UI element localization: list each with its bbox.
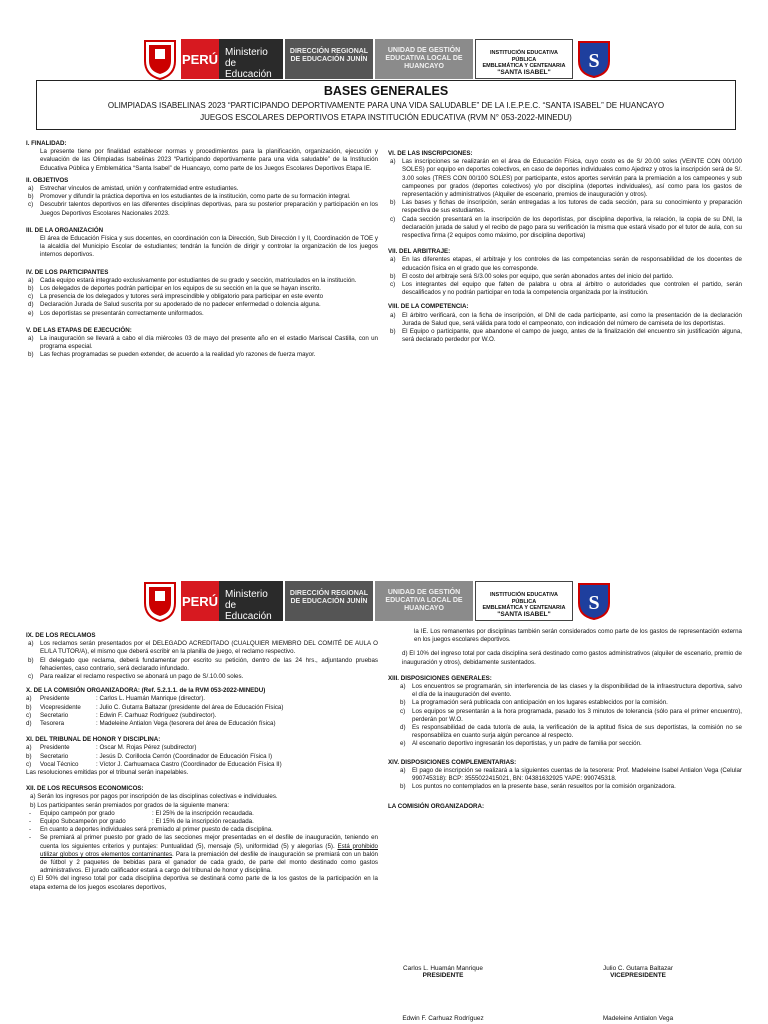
list-item: a) Los encuentros se programarán, sin interferencia de las clases y la disponibilidad de la infraestructura deportiva, salvo el día de la inauguración del evento. — [400, 683, 742, 699]
national-shield-icon — [141, 37, 179, 81]
page1-left-column — [26, 136, 378, 360]
recursos-a: a) Serán los ingresos por pagos por inscripción de las disciplinas colectivas e individuales. — [30, 793, 278, 801]
list-item: b) El costo del arbitraje será S/3.00 soles por equipo, que serán abonados antes del inicio del partido. — [390, 272, 674, 280]
premio-row: - Equipo Subcampeón por grado : El 15% de la inscripción recaudada. — [26, 818, 378, 826]
title-box — [36, 80, 736, 130]
list-item: a) El árbitro verificará, con la ficha de inscripción, el DNI de cada participante, así como la presentación de la declaración Jurada de Salud que, será válida para todo el campeonato, con indicación del número de camiseta de los deportistas. — [390, 311, 742, 327]
title-line1: OLIMPIADAS ISABELINAS 2023 “PARTICIPANDO DEPORTIVAMENTE PARA UNA VIDA SALUDABLE” DE LA I.E.P.E.C. “SANTA ISABEL” DE HUANCAYO — [107, 101, 665, 110]
section-objetivos-heading: II. OBJETIVOS — [26, 176, 69, 184]
section-disposiciones-generales-heading: XIII. DISPOSICIONES GENERALES: — [388, 674, 492, 682]
list-item: a) Las inscripciones se realizarán en el área de Educación Física, cuyo costo es de S/ 20.00 soles (VEINTE CON 00/100 SOLES) por equipo en deportes colectivos, en caso de deportes individuales como Ajedrez y otros la inscripción será de S/. 3.00 soles (TRES CON 00/100 SOLES) por participante, estos aportes servirán para la premiación a los campeones y sub campeones por grados (deportes colectivos) y/o por disciplina (deportes individuales), así como para los gastos de representación y administrativos (Alquiler de escenario, premios de inauguración y otros). — [390, 158, 742, 199]
section-finalidad-text: La presente tiene por finalidad establecer normas y procedimientos para la planificación, organización, ejecución y evaluación de las Olimpiadas Isabelinas 2023 “Participando deportivamente para una vida saludable” de la Institución Educativa Pública y Emblemática “Santa Isabel” de Huancayo, como parte de los Juegos Escolares Deportivos Etapa IE. — [40, 148, 378, 172]
comision-row: d) Tesorera : Madeleine Antialon Vega (tesorera del área de Educación física) — [26, 720, 276, 728]
peru-label: PERÚ — [181, 39, 219, 79]
section-recursos-heading: XII. DE LOS RECURSOS ECONOMICOS: — [26, 785, 144, 793]
list-item: b) El Equipo o participante, que abandone el campo de juego, antes de la finalización del encuentro sin justificación alguna, será declarado perdedor por W.O. — [390, 328, 742, 344]
section-tribunal-heading: XI. DEL TRIBUNAL DE HONOR Y DISCIPLINA: — [26, 736, 161, 744]
section-finalidad-heading: I. FINALIDAD: — [26, 140, 67, 147]
list-item: a) La inauguración se llevará a cabo el día miércoles 03 de mayo del presente año en el estadio Mariscal Castilla, con un programa especial. — [28, 335, 378, 351]
section-organizacion-heading: III. DE LA ORGANIZACIÓN — [26, 226, 104, 234]
list-item: b) Promover y difundir la práctica deportiva en los estudiantes de la institución, como parte de su formación integral. — [28, 193, 351, 201]
signature-secretary — [388, 1015, 498, 1022]
list-item: d) Es responsabilidad de cada tutor/a de aula, la verificación de la aptitud física de sus deportistas, la comisión no se responsabiliza en cuanto surja algún percance al respecto. — [400, 724, 742, 740]
school-label — [475, 581, 573, 621]
school-line2: EMBLEMÁTICA Y CENTENARIA — [482, 63, 566, 69]
ugel-label: UNIDAD DE GESTIÓN EDUCATIVA LOCAL DE HUANCAYO — [375, 39, 473, 79]
ugel-label: UNIDAD DE GESTIÓN EDUCATIVA LOCAL DE HUANCAYO — [375, 581, 473, 621]
list-item: a) Los reclamos serán presentados por el DELEGADO ACREDITADO (CUALQUIER MIEMBRO DEL COMITÉ DE AULA O EL/LA TUTOR/A), el mismo que deberá escribir en la planilla de juego, el reclamo respectivo. — [28, 640, 378, 656]
premio-row: - Equipo campeón por grado : El 25% de la inscripción recaudada. — [26, 810, 378, 818]
comision-row: b) Vicepresidente : Julio C. Gutarra Baltazar (presidente del área de Educación Física) — [26, 703, 284, 711]
list-item: e) Los deportistas se presentarán correctamente uniformados. — [28, 309, 204, 317]
signature-role: VICEPRESIDENTE — [610, 972, 666, 979]
list-item: a) El pago de inscripción se realizará a la siguientes cuentas de la tesorera: Prof. Madeleine Isabel Antialon Vega (Celular 990745318): BCP: 3555022415021, BN: 04381632925 YAPE: 990745318. — [400, 766, 742, 783]
list-item: b) Las bases y fichas de inscripción, serán entregadas a los tutores de cada sección, para su conocimiento y preparación respectiva de sus estudiantes. — [390, 199, 742, 215]
school-name: "SANTA ISABEL" — [497, 610, 551, 618]
section-competencia-heading: VIII. DE LA COMPETENCIA: — [388, 303, 469, 311]
section-participantes-heading: IV. DE LOS PARTICIPANTES — [26, 268, 109, 276]
section-reclamos-heading: IX. DE LOS RECLAMOS — [26, 632, 96, 639]
section-etapas-heading: V. DE LAS ETAPAS DE EJECUCIÓN: — [26, 326, 132, 334]
signature-name: Carlos L. Huamán Manrique — [403, 965, 483, 972]
section-arbitraje-heading: VII. DEL ARBITRAJE: — [388, 248, 451, 256]
list-item: b) La programación será publicada con anticipación en los lugares establecidos por la comisión. — [400, 699, 668, 707]
section-organizacion-text: El área de Educación Física y sus docentes, en coordinación con la Dirección, Sub Dirección I y II, Coordinación de TOE y la alcaldía del Municipio Escolar de estudiantes; tendrán la función de dirigir y controlar la organización de los juegos internos deportivos. — [40, 235, 378, 259]
signature-vicepresident — [578, 965, 698, 979]
tribunal-row: c) Vocal Técnico : Víctor J. Carhuamaca Castro (Coordinador de Educación Física II) — [26, 760, 282, 768]
list-item: c) La presencia de los delegados y tutores será imprescindible y obligatorio para participar en este evento — [28, 293, 324, 301]
list-item: c) Los equipos se presentarán a la hora programada, pasado los 3 minutos de tolerancia (sólo para el primer encuentro), perderán por W.O. — [400, 707, 742, 723]
page2-left-column — [26, 628, 378, 892]
school-name: "SANTA ISABEL" — [497, 68, 551, 76]
section-disposiciones-complementarias-heading: XIV. DISPOSICIONES COMPLEMENTARIAS: — [388, 758, 517, 766]
list-item: c) Para realizar el reclamo respectivo se abonará un pago de S/.10.00 soles. — [28, 673, 244, 681]
page1-right-column — [388, 146, 742, 344]
school-logo-icon — [577, 39, 611, 79]
direction-label: DIRECCIÓN REGIONAL DE EDUCACIÓN JUNÍN — [285, 581, 373, 621]
list-item: b) El delegado que reclama, deberá fundamentar por escrito su petición, dentro de las 24 hrs., adjuntando pruebas fehacientes, caso contrario, será declarado infundado. — [28, 656, 378, 672]
school-label — [475, 39, 573, 79]
tribunal-row: b) Secretario : Jesús D. Corillocla Cerrón (Coordinador de Educación Física I) — [26, 752, 273, 760]
direction-label: DIRECCIÓN REGIONAL DE EDUCACIÓN JUNÍN — [285, 39, 373, 79]
peru-label: PERÚ — [181, 581, 219, 621]
signature-name: Edwin F. Carhuaz Rodríguez — [402, 1015, 484, 1022]
document-title: BASES GENERALES — [323, 84, 449, 98]
tribunal-note: Las resoluciones emitidas por el tribunal serán inapelables. — [26, 769, 189, 777]
tribunal-row: a) Presidente : Oscar M. Rojas Pérez (subdirector) — [26, 744, 197, 752]
school-line1: INSTITUCIÓN EDUCATIVA PÚBLICA — [490, 592, 558, 605]
signature-name: Madeleine Antialon Vega — [602, 1015, 674, 1022]
ministry-label: Ministerio de Educación — [219, 39, 283, 79]
section-comision-heading: X. DE LA COMISIÓN ORGANIZADORA: (Ref. 5.2.1.1. de la RVM 053-2022-MINEDU) — [26, 687, 266, 695]
school-line1: INSTITUCIÓN EDUCATIVA PÚBLICA — [490, 50, 558, 63]
list-item: c) Los integrantes del equipo que falten de palabra u obra al árbitro o autoridades que controlen el partido, serán descalificados y no podrán participar en toda la competencia organizada por la institución. — [390, 281, 742, 297]
national-shield-icon — [141, 579, 179, 623]
signatures-heading: LA COMISIÓN ORGANIZADORA: — [388, 803, 485, 811]
list-item: c) Cada sección presentará en la inscripción de los deportistas, por disciplina deportiva, la relación, la copia de su DNI, la declaración jurada de salud y el recibo de pago para su verificación la misma que estará visado por el tutor de aula, con su respectiva firma (2 equipos como máximo, por disciplina deportiva) — [390, 215, 742, 240]
signature-role: PRESIDENTE — [422, 972, 464, 979]
list-item: a) Estrechar vínculos de amistad, unión y confraternidad entre estudiantes. — [28, 185, 239, 193]
title-line2: JUEGOS ESCOLARES DEPORTIVOS ETAPA INSTITUCIÓN EDUCATIVA (RVM N° 053-2022-MINEDU) — [200, 113, 572, 122]
header-banner — [135, 33, 635, 85]
page2-right-column — [388, 628, 742, 812]
list-item: a) Cada equipo estará integrado exclusivamente por estudiantes de su grado y sección, matriculados en la institución. — [28, 276, 357, 284]
recursos-continuation: la IE. Los remanentes por disciplinas también serán considerados como parte de los gastos de representación externa en los juegos escolares deportivos. — [414, 628, 742, 644]
comision-row: a) Presidente : Carlos L. Huamán Manrique (director). — [26, 695, 206, 703]
svg-text:S: S — [588, 592, 600, 614]
recursos-c: c) El 50% del ingreso total por cada disciplina deportiva se destinará como parte de la los gastos de la participación en la etapa externa de los juegos escolares deportivos, — [30, 875, 378, 891]
list-item: e) Al escenario deportivo ingresarán los deportistas, y un padre de familia por sección. — [400, 740, 642, 748]
list-item: d) Declaración Jurada de Salud suscrita por su apoderado de no padecer enfermedad o dolencia alguna. — [28, 301, 321, 309]
list-item: - En cuanto a deportes individuales será premiado al primer puesto de cada disciplina. — [26, 826, 378, 834]
signature-treasurer — [578, 1015, 698, 1022]
school-line2: EMBLEMÁTICA Y CENTENARIA — [482, 605, 566, 611]
comision-row: c) Secretario : Edwin F. Carhuaz Rodríguez (subdirector). — [26, 711, 217, 719]
header-banner-page2 — [135, 575, 635, 627]
svg-text:S: S — [588, 50, 600, 72]
list-item: b) Las fechas programadas se pueden extender, de acuerdo a la realidad y/o razones de fuerza mayor. — [28, 351, 316, 359]
list-item: b) Los delegados de deportes podrán participar en los equipos de su sección en la que se hayan inscrito. — [28, 285, 322, 293]
ministry-label: Ministerio de Educación — [219, 581, 283, 621]
section-inscripciones-heading: VI. DE LAS INSCRIPCIONES: — [388, 150, 473, 157]
list-item: c) Descubrir talentos deportivos en las diferentes disciplinas deportivas, para su posterior preparación y participación en los Juegos Deportivos Escolares Nacionales 2023. — [28, 201, 378, 217]
school-logo-icon — [577, 581, 611, 621]
recursos-b: b) Los participantes serán premiados por grados de la siguiente manera: — [30, 801, 230, 809]
recursos-d: d) El 10% del ingreso total por cada disciplina será destinado como gastos administrativos (alquiler de escenario, premio de inauguración y otros), debidamente sustentados. — [402, 650, 742, 666]
signature-president — [388, 965, 498, 979]
list-item: b) Los puntos no contemplados en la presente base, serán resueltos por la comisión organizadora. — [400, 783, 676, 791]
list-item: a) En las diferentes etapas, el arbitraje y los controles de las competencias serán de responsabilidad de los docentes de educación física en el grado que les corresponde. — [390, 256, 742, 272]
list-item: - Se premiará al primer puesto por grado de las secciones mejor presentadas en el desfile de inauguración, teniendo en cuenta los siguientes criterios y puntajes: Puntualidad (5), mensaje (5), uniformidad (5) y alegorías (5). Está prohibido utilizar globos y otros elementos contaminantes. Para la premiación del desfile de inauguración se premiará con un balón de fútbol y 2 paquetes de bebidas para el ganador de cada grado, de parte del monto destinado como gastos administrativos. El jurado calificador estará a cargo del tribunal de honor y disciplina. — [26, 834, 378, 875]
signature-name: Julio C. Gutarra Baltazar — [603, 965, 673, 972]
